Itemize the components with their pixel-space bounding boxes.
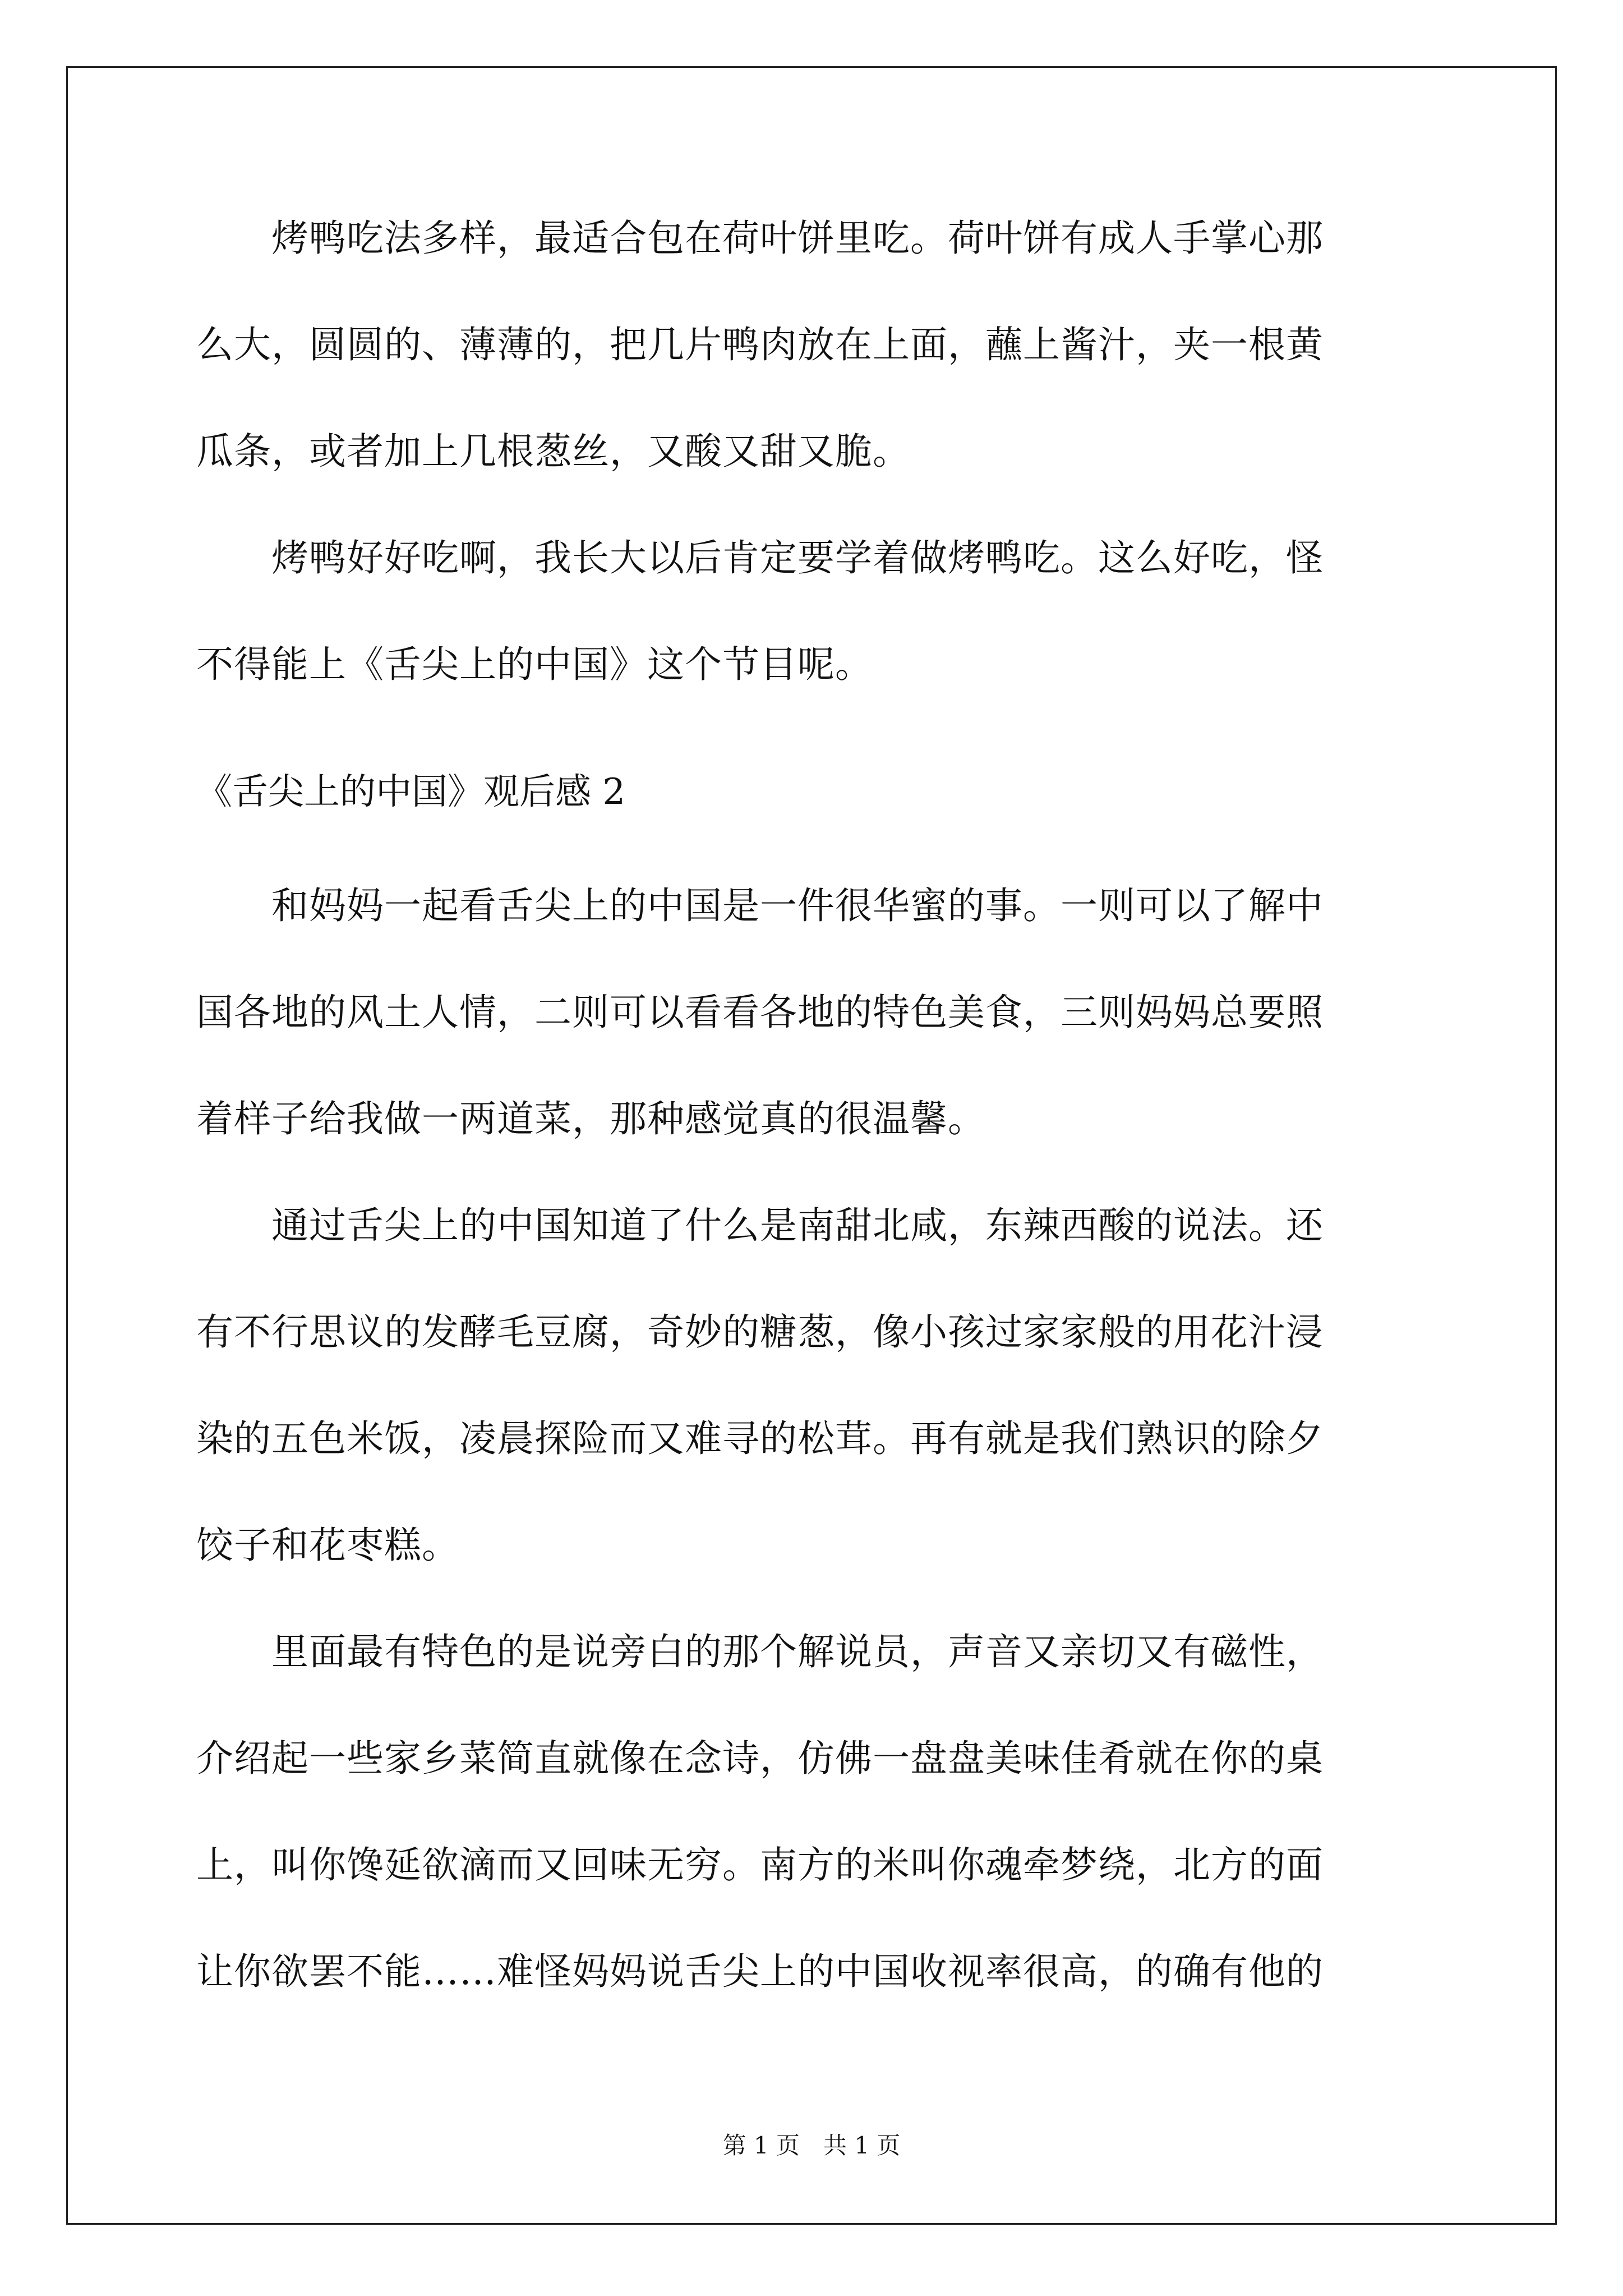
text-line: 和妈妈一起看舌尖上的中国是一件很华蜜的事。一则可以了解中 — [196, 884, 1324, 927]
text-line: 通过舌尖上的中国知道了什么是南甜北咸，东辣西酸的说法。还 — [196, 1204, 1324, 1247]
text-line: 烤鸭好好吃啊，我长大以后肯定要学着做烤鸭吃。这么好吃，怪 — [196, 536, 1324, 579]
text-line: 有不行思议的发酵毛豆腐，奇妙的糖葱，像小孩过家家般的用花汁浸 — [196, 1310, 1324, 1354]
page-footer: 第 1 页 共 1 页 — [722, 2132, 901, 2159]
text-line: 饺子和花枣糕。 — [196, 1524, 459, 1567]
section-heading: 《舌尖上的中国》观后感 2 — [196, 771, 626, 813]
text-line: 着样子给我做一两道菜，那种感觉真的很温馨。 — [196, 1097, 985, 1140]
text-line: 介绍起一些家乡菜简直就像在念诗，仿佛一盘盘美味佳肴就在你的桌 — [196, 1737, 1324, 1780]
text-line: 染的五色米饭，凌晨探险而又难寻的松茸。再有就是我们熟识的除夕 — [196, 1417, 1324, 1460]
text-line: 上，叫你馋延欲滴而又回味无穷。南方的米叫你魂牵梦绕，北方的面 — [196, 1843, 1324, 1887]
text-line: 不得能上《舌尖上的中国》这个节目呢。 — [196, 643, 873, 686]
text-line: 么大，圆圆的、薄薄的，把几片鸭肉放在上面，蘸上酱汁，夹一根黄 — [196, 323, 1324, 366]
text-line: 里面最有特色的是说旁白的那个解说员，声音又亲切又有磁性， — [196, 1630, 1324, 1673]
text-line: 烤鸭吃法多样，最适合包在荷叶饼里吃。荷叶饼有成人手掌心那 — [196, 217, 1324, 260]
text-line: 瓜条，或者加上几根葱丝，又酸又甜又脆。 — [196, 430, 910, 473]
text-line: 国各地的风土人情，二则可以看看各地的特色美食，三则妈妈总要照 — [196, 991, 1324, 1034]
text-line: 让你欲罢不能……难怪妈妈说舌尖上的中国收视率很高，的确有他的 — [196, 1950, 1324, 1993]
